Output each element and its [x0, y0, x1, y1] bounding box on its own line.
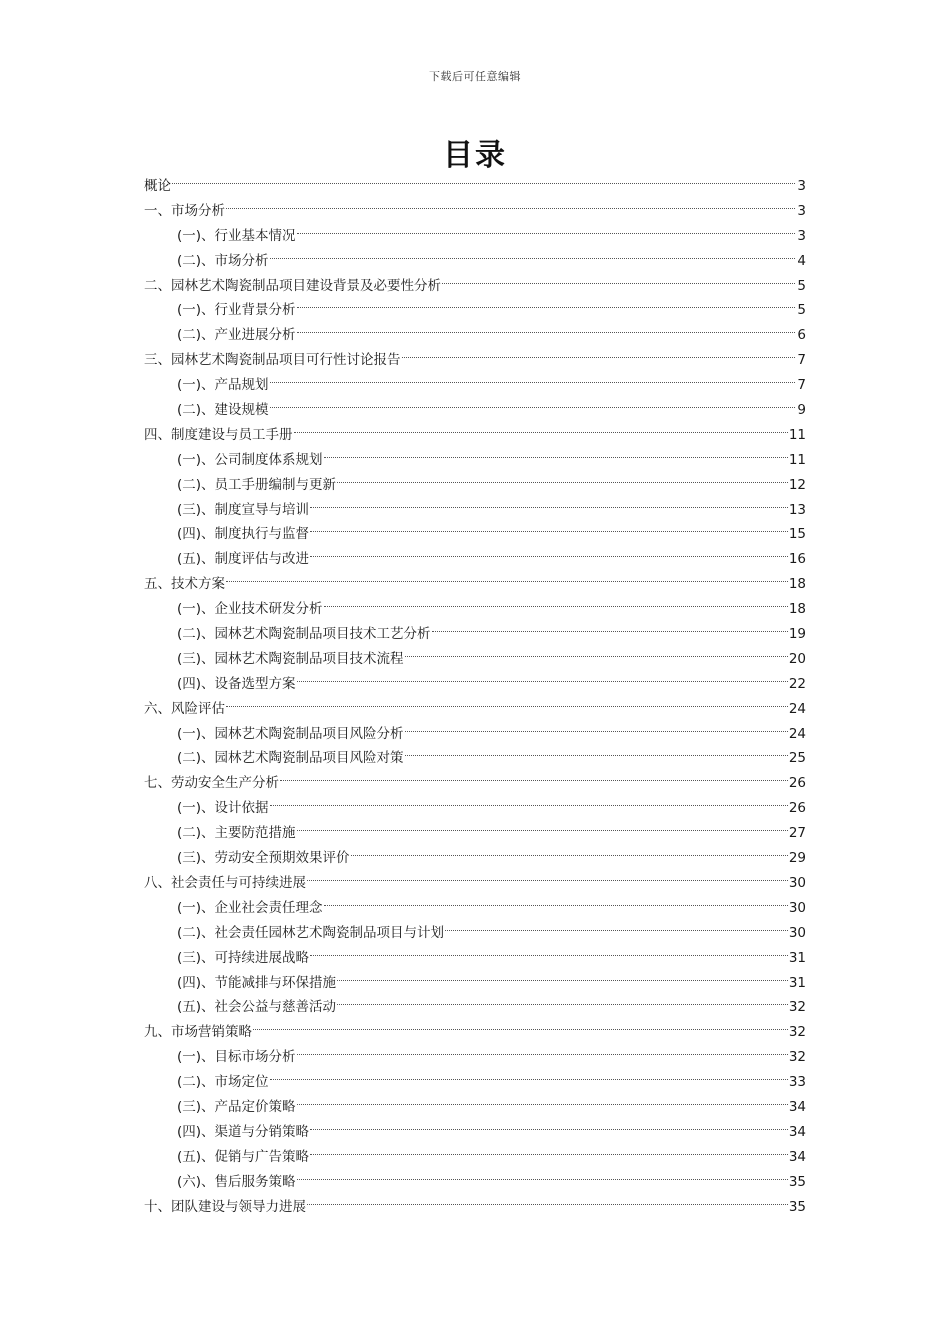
- toc-dot-leader: [402, 356, 796, 358]
- toc-dot-leader: [324, 904, 788, 906]
- toc-page-number: 35: [788, 1173, 806, 1190]
- toc-dot-leader: [310, 530, 788, 532]
- toc-section-entry[interactable]: [144, 821, 806, 846]
- toc-entry-label: (二)、主要防范措施: [177, 825, 296, 842]
- toc-page-number: 19: [788, 626, 806, 643]
- toc-page-number: 31: [788, 974, 806, 991]
- toc-entry-label: (一)、目标市场分析: [177, 1049, 296, 1066]
- toc-entry-label: 一、市场分析: [144, 202, 225, 219]
- toc-chapter-entry[interactable]: [144, 771, 806, 796]
- toc-dot-leader: [405, 754, 788, 756]
- toc-entry-label: (一)、产品规划: [177, 377, 269, 394]
- toc-dot-leader: [324, 456, 788, 458]
- toc-dot-leader: [310, 954, 788, 956]
- toc-entry-label: (四)、节能减排与环保措施: [177, 974, 337, 991]
- toc-page-number: 11: [788, 451, 806, 468]
- toc-dot-leader: [337, 481, 788, 483]
- toc-entry-label: (二)、产业进展分析: [177, 327, 296, 344]
- toc-dot-leader: [226, 705, 788, 707]
- toc-chapter-entry[interactable]: [144, 1020, 806, 1045]
- toc-section-entry[interactable]: [144, 896, 806, 921]
- toc-page-number: 4: [797, 252, 806, 269]
- toc-entry-label: (一)、企业社会责任理念: [177, 899, 323, 916]
- toc-section-entry[interactable]: [144, 298, 806, 323]
- table-of-contents: [144, 174, 806, 1219]
- toc-entry-label: (五)、促销与广告策略: [177, 1148, 310, 1165]
- toc-chapter-entry[interactable]: [144, 871, 806, 896]
- toc-page-number: 26: [788, 775, 806, 792]
- toc-dot-leader: [297, 306, 795, 308]
- toc-dot-leader: [297, 232, 795, 234]
- toc-dot-leader: [226, 207, 795, 209]
- toc-section-entry[interactable]: [144, 1120, 806, 1145]
- toc-section-entry[interactable]: [144, 796, 806, 821]
- toc-entry-label: (六)、售后服务策略: [177, 1173, 296, 1190]
- toc-section-entry[interactable]: [144, 1045, 806, 1070]
- toc-section-entry[interactable]: [144, 971, 806, 996]
- toc-section-entry[interactable]: [144, 995, 806, 1020]
- toc-section-entry[interactable]: [144, 846, 806, 871]
- toc-entry-label: 五、技术方案: [144, 576, 225, 593]
- toc-dot-leader: [297, 680, 788, 682]
- toc-dot-leader: [294, 431, 788, 433]
- toc-page-number: 35: [788, 1198, 806, 1215]
- toc-page-number: 16: [788, 551, 806, 568]
- toc-page-number: 5: [797, 302, 806, 319]
- toc-dot-leader: [270, 804, 788, 806]
- toc-page-number: 20: [788, 650, 806, 667]
- toc-entry-label: (二)、市场分析: [177, 252, 269, 269]
- toc-section-entry[interactable]: [144, 373, 806, 398]
- toc-section-entry[interactable]: [144, 597, 806, 622]
- toc-dot-leader: [297, 1178, 788, 1180]
- toc-page-number: 24: [788, 725, 806, 742]
- toc-dot-leader: [270, 1078, 788, 1080]
- toc-section-entry[interactable]: [144, 473, 806, 498]
- toc-chapter-entry[interactable]: [144, 697, 806, 722]
- toc-page-number: 30: [788, 924, 806, 941]
- toc-entry-label: 九、市场营销策略: [144, 1024, 252, 1041]
- toc-entry-label: (五)、制度评估与改进: [177, 551, 310, 568]
- toc-dot-leader: [172, 182, 795, 184]
- toc-chapter-entry[interactable]: [144, 423, 806, 448]
- toc-entry-label: (一)、公司制度体系规划: [177, 451, 323, 468]
- toc-section-entry[interactable]: [144, 647, 806, 672]
- toc-page-number: 27: [788, 825, 806, 842]
- toc-dot-leader: [310, 506, 788, 508]
- toc-page-number: 22: [788, 675, 806, 692]
- toc-page-number: 29: [788, 850, 806, 867]
- toc-entry-label: (四)、制度执行与监督: [177, 526, 310, 543]
- toc-page-number: 7: [797, 377, 806, 394]
- toc-page-number: 30: [788, 874, 806, 891]
- toc-dot-leader: [297, 1053, 788, 1055]
- toc-entry-label: (三)、制度宣导与培训: [177, 501, 310, 518]
- toc-dot-leader: [270, 257, 795, 259]
- toc-chapter-entry[interactable]: [144, 274, 806, 299]
- toc-dot-leader: [310, 555, 788, 557]
- toc-entry-label: (一)、行业背景分析: [177, 302, 296, 319]
- toc-page-number: 6: [797, 327, 806, 344]
- toc-entry-label: 三、园林艺术陶瓷制品项目可行性讨论报告: [144, 352, 401, 369]
- toc-dot-leader: [310, 1128, 788, 1130]
- toc-dot-leader: [270, 406, 795, 408]
- toc-dot-leader: [226, 580, 788, 582]
- toc-page-number: 5: [797, 277, 806, 294]
- toc-entry-label: (二)、市场定位: [177, 1074, 269, 1091]
- toc-entry-label: (一)、企业技术研发分析: [177, 601, 323, 618]
- toc-dot-leader: [405, 730, 788, 732]
- toc-page-number: 11: [788, 426, 806, 443]
- toc-page-number: 25: [788, 750, 806, 767]
- toc-chapter-entry[interactable]: [144, 1195, 806, 1220]
- toc-page-number: 34: [788, 1098, 806, 1115]
- toc-section-entry[interactable]: [144, 921, 806, 946]
- toc-chapter-entry[interactable]: [144, 572, 806, 597]
- toc-entry-label: (二)、园林艺术陶瓷制品项目风险对策: [177, 750, 404, 767]
- toc-entry-label: (四)、设备选型方案: [177, 675, 296, 692]
- toc-section-entry[interactable]: [144, 1145, 806, 1170]
- toc-entry-label: (一)、园林艺术陶瓷制品项目风险分析: [177, 725, 404, 742]
- toc-dot-leader: [297, 331, 795, 333]
- toc-dot-leader: [337, 979, 788, 981]
- toc-section-entry[interactable]: [144, 448, 806, 473]
- toc-section-entry[interactable]: [144, 498, 806, 523]
- toc-section-entry[interactable]: [144, 249, 806, 274]
- toc-dot-leader: [324, 605, 788, 607]
- toc-entry-label: 六、风险评估: [144, 700, 225, 717]
- toc-section-entry[interactable]: [144, 722, 806, 747]
- toc-dot-leader: [432, 630, 788, 632]
- toc-title: 目录: [443, 138, 507, 173]
- toc-page-number: 32: [788, 1049, 806, 1066]
- toc-dot-leader: [307, 1203, 788, 1205]
- toc-dot-leader: [442, 282, 795, 284]
- toc-page-number: 15: [788, 526, 806, 543]
- toc-section-entry[interactable]: [144, 398, 806, 423]
- toc-entry-label: (一)、行业基本情况: [177, 227, 296, 244]
- toc-chapter-entry[interactable]: [144, 174, 806, 199]
- toc-section-entry[interactable]: [144, 622, 806, 647]
- toc-page-number: 18: [788, 601, 806, 618]
- toc-chapter-entry[interactable]: [144, 199, 806, 224]
- toc-entry-label: (二)、园林艺术陶瓷制品项目技术工艺分析: [177, 626, 431, 643]
- toc-page-number: 3: [797, 202, 806, 219]
- toc-entry-label: (四)、渠道与分销策略: [177, 1123, 310, 1140]
- toc-entry-label: (三)、劳动安全预期效果评价: [177, 850, 350, 867]
- toc-section-entry[interactable]: [144, 323, 806, 348]
- toc-section-entry[interactable]: [144, 547, 806, 572]
- toc-section-entry[interactable]: [144, 1095, 806, 1120]
- toc-entry-label: (二)、建设规模: [177, 402, 269, 419]
- toc-entry-label: (一)、设计依据: [177, 800, 269, 817]
- toc-page-number: 32: [788, 1024, 806, 1041]
- toc-dot-leader: [337, 1003, 788, 1005]
- toc-dot-leader: [297, 829, 788, 831]
- toc-page-number: 12: [788, 476, 806, 493]
- toc-entry-label: (五)、社会公益与慈善活动: [177, 999, 337, 1016]
- toc-section-entry[interactable]: [144, 1070, 806, 1095]
- toc-section-entry[interactable]: [144, 746, 806, 771]
- toc-entry-label: 概论: [144, 178, 171, 194]
- toc-page-number: 9: [797, 402, 806, 419]
- toc-dot-leader: [253, 1028, 788, 1030]
- toc-dot-leader: [310, 1153, 788, 1155]
- toc-entry-label: (三)、可持续进展战略: [177, 949, 310, 966]
- toc-entry-label: (三)、园林艺术陶瓷制品项目技术流程: [177, 650, 404, 667]
- toc-page-number: 34: [788, 1123, 806, 1140]
- toc-entry-label: 七、劳动安全生产分析: [144, 775, 279, 792]
- toc-entry-label: 八、社会责任与可持续进展: [144, 874, 306, 891]
- toc-dot-leader: [297, 1103, 788, 1105]
- header-note: 下载后可任意编辑: [429, 70, 521, 83]
- toc-entry-label: 四、制度建设与员工手册: [144, 426, 293, 443]
- toc-dot-leader: [280, 779, 788, 781]
- toc-page-number: 34: [788, 1148, 806, 1165]
- toc-section-entry[interactable]: [144, 672, 806, 697]
- toc-dot-leader: [405, 655, 788, 657]
- toc-section-entry[interactable]: [144, 224, 806, 249]
- toc-dot-leader: [445, 929, 788, 931]
- toc-dot-leader: [351, 854, 788, 856]
- toc-page-number: 32: [788, 999, 806, 1016]
- toc-dot-leader: [270, 381, 795, 383]
- toc-entry-label: (二)、员工手册编制与更新: [177, 476, 337, 493]
- toc-entry-label: (二)、社会责任园林艺术陶瓷制品项目与计划: [177, 924, 445, 941]
- toc-page-number: 26: [788, 800, 806, 817]
- toc-section-entry[interactable]: [144, 1170, 806, 1195]
- toc-entry-label: 二、园林艺术陶瓷制品项目建设背景及必要性分析: [144, 277, 441, 294]
- toc-section-entry[interactable]: [144, 522, 806, 547]
- toc-page-number: 13: [788, 501, 806, 518]
- toc-page-number: 3: [797, 227, 806, 244]
- toc-chapter-entry[interactable]: [144, 348, 806, 373]
- toc-page-number: 7: [797, 352, 806, 369]
- toc-page-number: 24: [788, 700, 806, 717]
- toc-page-number: 3: [797, 178, 806, 194]
- toc-page-number: 30: [788, 899, 806, 916]
- toc-page-number: 18: [788, 576, 806, 593]
- toc-entry-label: (三)、产品定价策略: [177, 1098, 296, 1115]
- toc-entry-label: 十、团队建设与领导力进展: [144, 1198, 306, 1215]
- toc-page-number: 33: [788, 1074, 806, 1091]
- toc-page-number: 31: [788, 949, 806, 966]
- toc-dot-leader: [307, 879, 788, 881]
- toc-section-entry[interactable]: [144, 946, 806, 971]
